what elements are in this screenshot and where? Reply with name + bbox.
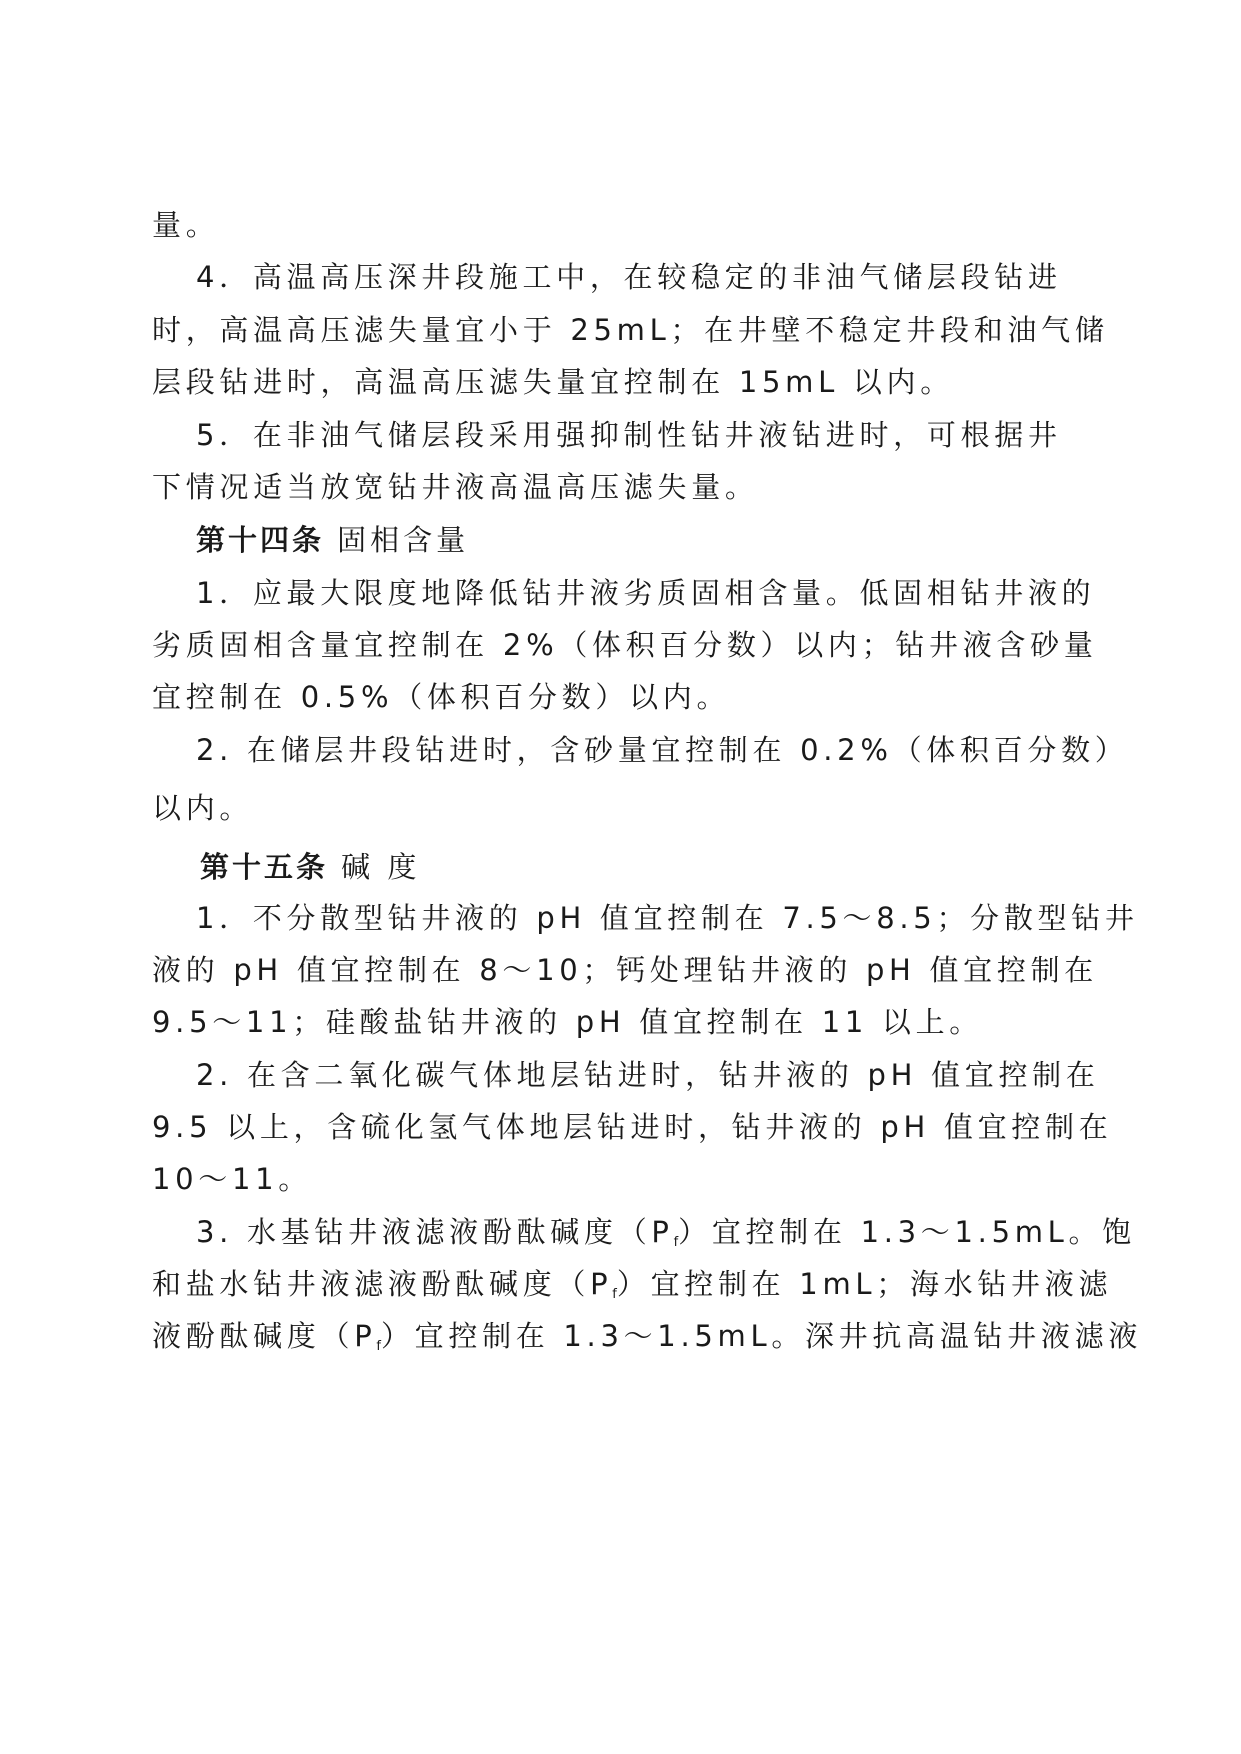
text-line: 层段钻进时，高温高压滤失量宜控制在 15mL 以内。 <box>152 365 954 399</box>
article-title: 碱 度 <box>341 850 421 884</box>
text-line: 2. 在储层井段钻进时，含砂量宜控制在 0.2%（体积百分数） <box>196 733 1129 767</box>
text-line: 1．应最大限度地降低钻井液劣质固相含量。低固相钻井液的 <box>196 576 1096 610</box>
article-label: 第十五条 <box>200 850 329 884</box>
text-line: 5．在非油气储层段采用强抑制性钻井液钻进时，可根据井 <box>196 418 1062 452</box>
text-segment: 液酚酞碱度（P <box>152 1319 377 1353</box>
text-segment: ）宜控制在 1.3～1.5mL。深井抗高温钻井液滤液 <box>380 1319 1143 1353</box>
text-line: 10～11。 <box>152 1162 313 1196</box>
text-segment: ）宜控制在 1mL；海水钻井液滤 <box>616 1267 1113 1301</box>
subscript: f <box>376 1339 381 1354</box>
text-line: 2. 在含二氧化碳气体地层钻进时，钻井液的 pH 值宜控制在 <box>196 1058 1100 1092</box>
text-line: 4．高温高压深井段施工中，在较稳定的非油气储层段钻进 <box>196 260 1062 294</box>
article-label: 第十四条 <box>196 523 325 557</box>
article-heading-15 <box>200 847 420 887</box>
article-heading-14 <box>196 520 469 560</box>
text-line-pf <box>196 1212 1136 1263</box>
text-line-pf <box>152 1264 1112 1315</box>
text-line: 宜控制在 0.5%（体积百分数）以内。 <box>152 680 731 714</box>
text-line: 9.5 以上，含硫化氢气体地层钻进时，钻井液的 pH 值宜控制在 <box>152 1110 1113 1144</box>
text-segment: ）宜控制在 1.3～1.5mL。饱 <box>678 1215 1136 1249</box>
text-line: 1．不分散型钻井液的 pH 值宜控制在 7.5～8.5；分散型钻井 <box>196 901 1139 935</box>
text-line: 时，高温高压滤失量宜小于 25mL；在井壁不稳定井段和油气储 <box>152 313 1109 347</box>
text-line: 9.5～11；硅酸盐钻井液的 pH 值宜控制在 11 以上。 <box>152 1005 984 1039</box>
text-line: 劣质固相含量宜控制在 2%（体积百分数）以内；钻井液含砂量 <box>152 628 1098 662</box>
text-line: 以内。 <box>152 791 254 825</box>
subscript: f <box>612 1287 617 1302</box>
text-segment: 3. 水基钻井液滤液酚酞碱度（P <box>196 1215 674 1249</box>
text-line-pf <box>152 1316 1142 1367</box>
text-line: 液的 pH 值宜控制在 8～10；钙处理钻井液的 pH 值宜控制在 <box>152 953 1098 987</box>
subscript: f <box>673 1235 679 1250</box>
article-title: 固相含量 <box>337 523 470 557</box>
text-segment: 和盐水钻井液滤液酚酞碱度（P <box>152 1267 613 1301</box>
text-line: 下情况适当放宽钻井液高温高压滤失量。 <box>152 470 759 504</box>
text-line: 量。 <box>152 208 220 242</box>
